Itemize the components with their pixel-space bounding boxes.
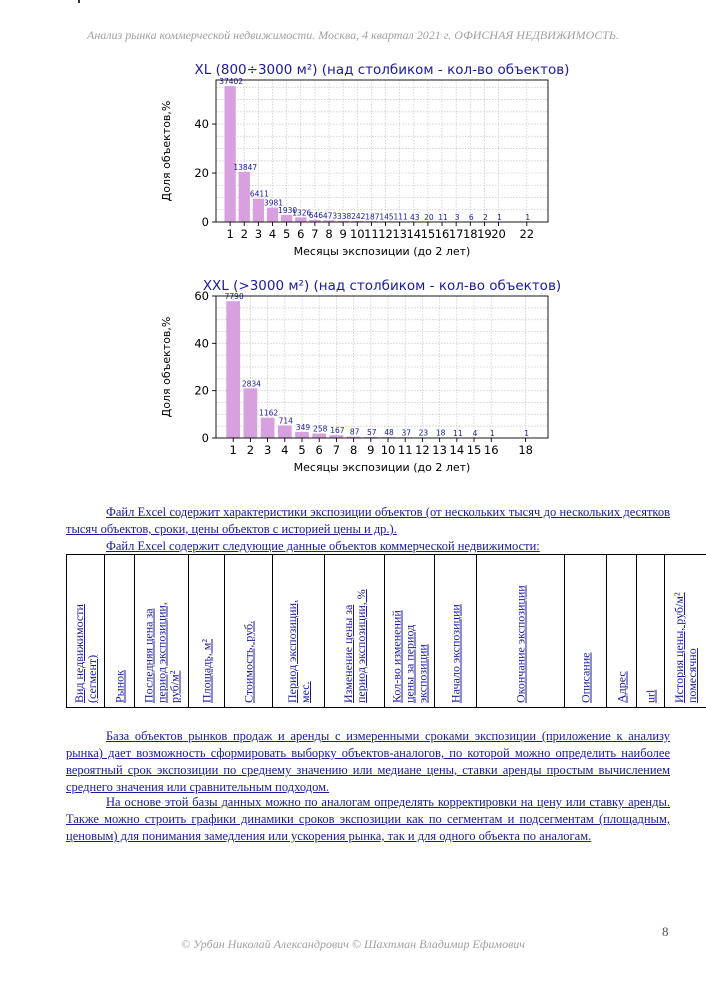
chart0-data-label: 1 — [525, 212, 531, 222]
field-column-label: Изменение цены за период экспозиции, % — [340, 589, 368, 703]
chart0-data-label: 111 — [393, 212, 408, 222]
chart1-bar — [226, 301, 240, 438]
analogs-paragraph: На основе этой базы данных можно по аналогам определять корректировки на цену или ставку аренды. Также можно строить графики динамики сроков экспозиции как по сегментам и подсегментам (площадным, ценовым) для понимания замедления или ускорения рынка, так и для одного объекта по аналогам. — [66, 795, 670, 843]
page-header: Анализ рынка коммерческой недвижимости. Москва, 4 квартал 2021 г. ОФИСНАЯ НЕДВИЖИМОСТЬ. — [87, 28, 619, 42]
chart0-bar — [267, 208, 278, 222]
chart0-xtick-label: 11 — [364, 227, 379, 241]
chart0-xtick-label: 19 — [477, 227, 492, 241]
chart0-xtick-label: 12 — [378, 227, 393, 241]
field-column-label: Окончание экспозиции — [513, 585, 527, 703]
chart0-xtick-label: 10 — [349, 227, 365, 241]
excel-fields-intro: Файл Excel содержит следующие данные объектов коммерческой недвижимости: — [106, 539, 540, 553]
database-paragraph: База объектов рынков продаж и аренды с измеренными сроками экспозиции (приложение к анализу рынка) дает возможность сформировать выборку объектов-аналогов, по которой можно определить наиболее вероятный срок экспозиции по среднему значению или медиане цены, ставки аренды простым вычислением среднего значения или сравнительным подходом. — [66, 729, 670, 794]
chart1-data-label: 258 — [313, 424, 328, 434]
field-column-label: Начало экспозиции — [448, 604, 462, 703]
field-column-10 — [565, 555, 607, 708]
chart0-xtick-label: 7 — [311, 227, 319, 241]
chart0-data-label: 187 — [365, 212, 380, 222]
chart1-data-label: 349 — [295, 422, 311, 432]
field-column-label: Описание — [578, 652, 592, 703]
chart0-xtick-label: 17 — [448, 227, 464, 241]
field-column-13 — [665, 555, 706, 708]
field-column-label: Рынок — [112, 670, 126, 703]
field-column-12 — [637, 555, 665, 708]
chart0-title: XL (800÷3000 м²) (над столбиком - кол-во объектов) — [194, 62, 570, 78]
field-column-5 — [273, 555, 325, 708]
chart1-bar — [278, 425, 292, 438]
field-column-2 — [135, 555, 189, 708]
chart0-data-label: 1326 — [292, 208, 312, 218]
chart1-ytick-label: 60 — [194, 289, 209, 303]
chart1-bar — [312, 434, 326, 438]
chart0-bar — [295, 217, 306, 222]
chart0-xtick-label: 13 — [392, 227, 407, 241]
field-column-8 — [435, 555, 477, 708]
excel-description-paragraph: Файл Excel содержит характеристики экспозиции объектов (от нескольких тысяч до нескольких десятков тысяч объектов, сроки, цены объектов с историей цены и др.). — [66, 505, 670, 536]
page-number: 8 — [662, 924, 669, 939]
chart0-data-label: 473 — [322, 211, 338, 221]
chart0-xtick-label: 20 — [491, 227, 506, 241]
chart1-data-label: 1162 — [259, 408, 279, 418]
chart0-bar — [239, 172, 250, 222]
chart1-xlabel: Месяцы экспозиции (до 2 лет) — [293, 461, 471, 474]
chart0-data-label: 6 — [468, 212, 474, 222]
chart1-xtick-label: 9 — [367, 443, 375, 457]
chart0-data-label: 3 — [454, 212, 460, 222]
chart1-data-label: 1 — [524, 428, 530, 438]
field-column-6 — [325, 555, 385, 708]
chart0-data-label: 1930 — [278, 205, 298, 215]
chart0-bar — [224, 86, 235, 222]
field-column-3 — [189, 555, 225, 708]
chart0-data-label: 145 — [379, 212, 394, 222]
fields-table — [66, 554, 706, 708]
field-column-label: Кол-во изменений цены за период экспозиции — [389, 610, 429, 703]
chart0-data-label: 43 — [410, 212, 420, 222]
chart1-xtick-label: 1 — [229, 443, 237, 457]
chart1-data-label: 7790 — [224, 292, 244, 302]
chart0-data-label: 3981 — [263, 198, 284, 208]
chart0-xtick-label: 22 — [519, 227, 535, 241]
chart0-bar — [253, 199, 264, 222]
chart0-data-label: 13847 — [233, 162, 258, 172]
chart0-xtick-label: 1 — [226, 227, 234, 241]
chart1-xtick-label: 6 — [315, 443, 323, 457]
chart1-xtick-label: 5 — [298, 443, 306, 457]
chart1-bar — [295, 432, 309, 438]
chart0-ytick-label: 40 — [194, 117, 209, 132]
chart1-data-label: 57 — [367, 428, 377, 438]
chart1-xtick-label: 3 — [263, 443, 272, 457]
field-column-label: Период экспозиции, мес. — [284, 599, 312, 703]
chart0-data-label: 37402 — [219, 77, 244, 87]
chart0-xtick-label: 14 — [406, 227, 422, 241]
xxl-exposure-chart — [150, 274, 570, 480]
chart0-data-label: 242 — [351, 212, 366, 222]
chart0-xtick-label: 9 — [339, 227, 347, 241]
field-column-11 — [607, 555, 637, 708]
chart1-xtick-label: 11 — [397, 443, 413, 457]
chart0-xtick-label: 2 — [240, 227, 248, 241]
chart1-data-label: 11 — [453, 428, 463, 438]
chart1-bar — [244, 388, 258, 438]
field-column-label: Стоимость, руб. — [241, 620, 255, 703]
field-column-0 — [67, 555, 105, 708]
chart0-ylabel: Доля объектов,% — [160, 100, 173, 202]
chart1-bar — [261, 418, 275, 438]
chart1-ytick-label: 20 — [194, 383, 209, 398]
chart1-data-label: 1 — [489, 428, 495, 438]
chart1-ytick-label: 0 — [201, 431, 209, 445]
chart1-data-label: 167 — [330, 426, 345, 436]
chart0-data-label: 11 — [438, 212, 448, 222]
chart0-data-label: 6411 — [249, 189, 269, 199]
field-column-label: Адрес — [614, 671, 628, 703]
chart0-data-label: 338 — [336, 211, 352, 221]
chart1-xtick-label: 18 — [518, 443, 533, 457]
chart0-xtick-label: 3 — [254, 227, 263, 241]
chart1-xtick-label: 12 — [415, 443, 430, 457]
field-column-label: История цены, руб/м² помесячно — [671, 592, 699, 703]
chart1-data-label: 2834 — [241, 379, 261, 389]
chart1-title: XXL (>3000 м²) (над столбиком - кол-во объектов) — [202, 278, 562, 294]
chart0-bar — [281, 215, 292, 222]
chart0-xtick-label: 8 — [325, 227, 333, 241]
chart0-xtick-label: 18 — [462, 227, 478, 241]
chart1-data-label: 18 — [435, 428, 446, 438]
chart1-ytick-label: 40 — [194, 336, 209, 351]
field-column-7 — [385, 555, 435, 708]
chart0-xlabel: Месяцы экспозиции (до 2 лет) — [293, 245, 471, 258]
chart1-data-label: 37 — [401, 428, 411, 438]
chart1-xtick-label: 14 — [449, 443, 465, 457]
chart0-data-label: 1 — [497, 212, 502, 222]
xl-exposure-chart — [150, 58, 570, 264]
chart0-data-label: 20 — [424, 212, 434, 222]
page-footer: © Урбан Николай Александрович © Шахтман Владимир Ефимович — [180, 937, 526, 951]
chart1-data-label: 87 — [349, 427, 360, 437]
chart0-xtick-label: 4 — [268, 227, 277, 241]
chart1-xtick-label: 4 — [281, 443, 289, 457]
chart1-xtick-label: 13 — [432, 443, 447, 457]
chart1-xtick-label: 15 — [466, 443, 482, 457]
chart0-xtick-label: 16 — [434, 227, 450, 241]
chart1-xtick-label: 7 — [332, 443, 341, 457]
field-column-label: Последняя цена за период экспозиции, руб/м² — [141, 602, 181, 703]
field-column-label: Вид недвижимости (сегмент) — [71, 604, 99, 703]
chart1-ylabel: Доля объектов,% — [160, 316, 173, 418]
chart1-xtick-label: 8 — [349, 443, 358, 457]
top-edge-mark — [78, 0, 80, 3]
chart0-data-label: 646 — [308, 210, 324, 220]
field-column-9 — [477, 555, 565, 708]
chart0-xtick-label: 15 — [420, 227, 436, 241]
field-column-4 — [225, 555, 273, 708]
chart0-data-label: 2 — [483, 212, 488, 222]
chart1-xtick-label: 2 — [246, 443, 255, 457]
chart0-xtick-label: 5 — [282, 227, 291, 241]
field-column-label: Площадь, м² — [199, 639, 213, 703]
chart1-xtick-label: 10 — [380, 443, 396, 457]
chart1-data-label: 48 — [384, 428, 394, 438]
chart0-ytick-label: 20 — [194, 166, 209, 181]
chart1-data-label: 4 — [472, 428, 478, 438]
chart0-ytick-label: 0 — [201, 215, 209, 229]
chart1-data-label: 714 — [278, 416, 293, 426]
fields-header-row — [67, 555, 706, 708]
field-column-1 — [105, 555, 135, 708]
field-column-label: url — [643, 689, 657, 703]
chart1-xtick-label: 16 — [483, 443, 499, 457]
chart0-xtick-label: 6 — [297, 227, 305, 241]
chart1-data-label: 23 — [418, 428, 429, 438]
